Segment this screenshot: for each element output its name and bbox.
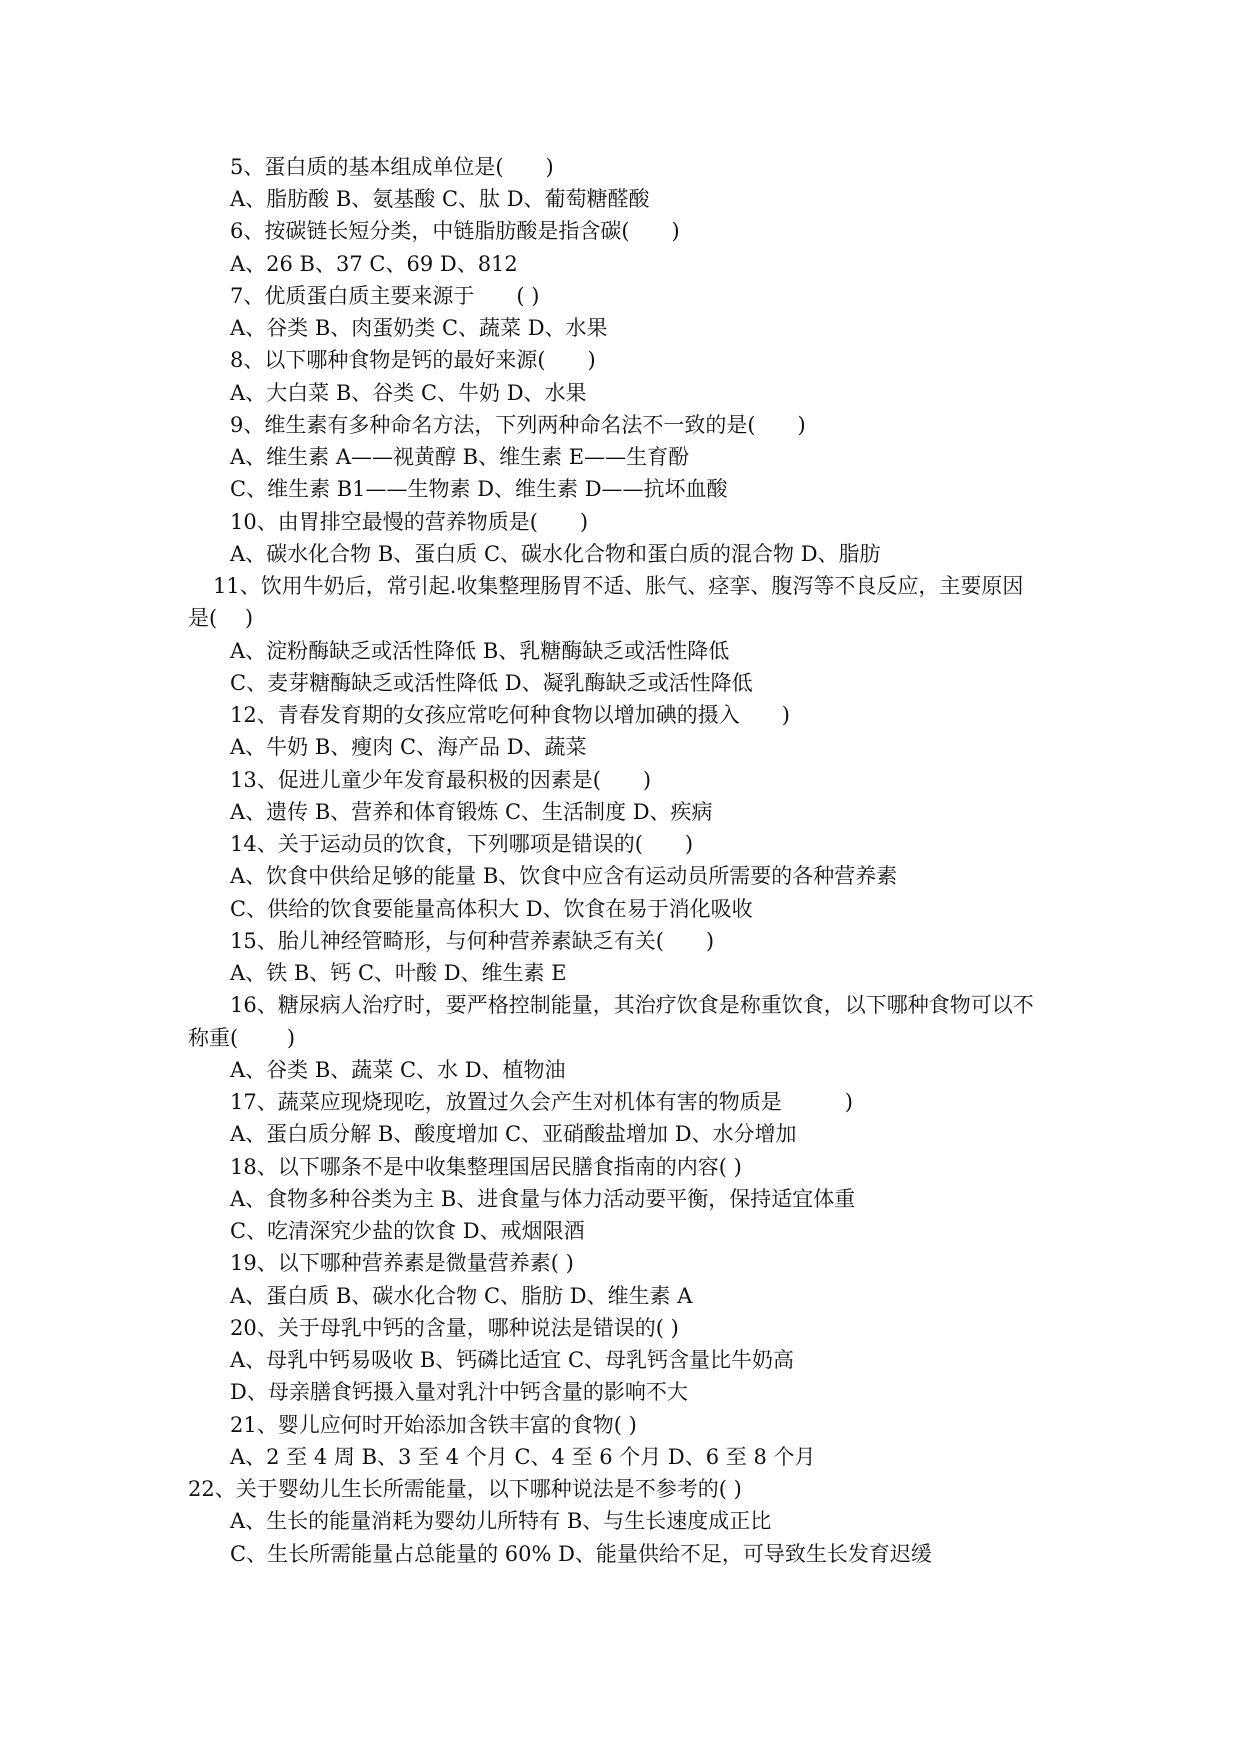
options-5: A、脂肪酸 B、氨基酸 C、肽 D、葡萄糖醛酸: [230, 187, 650, 211]
question-6: 6、按碳链长短分类，中链脂肪酸是指含碳( ): [230, 219, 680, 243]
question-19: 19、以下哪种营养素是微量营养素( ): [230, 1251, 574, 1275]
options-11-ab: A、淀粉酶缺乏或活性降低 B、乳糖酶缺乏或活性降低: [230, 639, 730, 663]
options-10: A、碳水化合物 B、蛋白质 C、碳水化合物和蛋白质的混合物 D、脂肪: [230, 542, 881, 566]
question-16-cont: 称重( ): [188, 1026, 296, 1050]
options-17: A、蛋白质分解 B、酸度增加 C、亚硝酸盐增加 D、水分增加: [230, 1122, 797, 1146]
question-10: 10、由胃排空最慢的营养物质是( ): [230, 510, 589, 534]
options-18-ab: A、食物多种谷类为主 B、进食量与体力活动要平衡，保持适宜体重: [230, 1187, 856, 1211]
options-19: A、蛋白质 B、碳水化合物 C、脂肪 D、维生素 A: [230, 1284, 693, 1308]
options-14-cd: C、供给的饮食要能量高体积大 D、饮食在易于消化吸收: [230, 897, 753, 921]
question-22: 22、关于婴幼儿生长所需能量，以下哪种说法是不参考的( ): [188, 1477, 742, 1501]
options-8: A、大白菜 B、谷类 C、牛奶 D、水果: [230, 381, 587, 405]
question-12: 12、青春发育期的女孩应常吃何种食物以增加碘的摄入 ): [230, 703, 790, 727]
question-11-cont: 是( ): [188, 606, 254, 630]
question-18: 18、以下哪条不是中收集整理国居民膳食指南的内容( ): [230, 1155, 742, 1179]
question-15: 15、胎儿神经管畸形，与何种营养素缺乏有关( ): [230, 929, 715, 953]
options-16: A、谷类 B、蔬菜 C、水 D、植物油: [230, 1058, 566, 1082]
options-13: A、遗传 B、营养和体育锻炼 C、生活制度 D、疾病: [230, 800, 713, 824]
question-7: 7、优质蛋白质主要来源于 ( ): [230, 284, 540, 308]
options-6: A、26 B、37 C、69 D、812: [230, 252, 518, 276]
options-20-d: D、母亲膳食钙摄入量对乳汁中钙含量的影响不大: [230, 1380, 688, 1404]
options-12: A、牛奶 B、瘦肉 C、海产品 D、蔬菜: [230, 735, 587, 759]
question-13: 13、促进儿童少年发育最积极的因素是( ): [230, 768, 652, 792]
question-16: 16、糖尿病人治疗时，要严格控制能量，其治疗饮食是称重饮食，以下哪种食物可以不: [230, 993, 1034, 1017]
options-21: A、2 至 4 周 B、3 至 4 个月 C、4 至 6 个月 D、6 至 8 个月: [230, 1445, 816, 1469]
options-9-ab: A、维生素 A——视黄醇 B、维生素 E——生育酚: [230, 445, 690, 469]
options-15: A、铁 B、钙 C、叶酸 D、维生素 E: [230, 961, 567, 985]
question-8: 8、以下哪种食物是钙的最好来源( ): [230, 348, 596, 372]
options-22-cd: C、生长所需能量占总能量的 60% D、能量供给不足，可导致生长发育迟缓: [230, 1542, 932, 1566]
options-18-cd: C、吃清深究少盐的饮食 D、戒烟限酒: [230, 1219, 585, 1243]
options-14-ab: A、饮食中供给足够的能量 B、饮食中应含有运动员所需要的各种营养素: [230, 864, 898, 888]
options-9-cd: C、维生素 B1——生物素 D、维生素 D——抗坏血酸: [230, 477, 728, 501]
question-21: 21、婴儿应何时开始添加含铁丰富的食物( ): [230, 1413, 637, 1437]
question-9: 9、维生素有多种命名方法，下列两种命名法不一致的是( ): [230, 413, 806, 437]
question-5: 5、蛋白质的基本组成单位是( ): [230, 155, 554, 179]
options-11-cd: C、麦芽糖酶缺乏或活性降低 D、凝乳酶缺乏或活性降低: [230, 671, 753, 695]
question-14: 14、关于运动员的饮食，下列哪项是错误的( ): [230, 832, 694, 856]
question-20: 20、关于母乳中钙的含量，哪种说法是错误的( ): [230, 1316, 679, 1340]
question-11: 11、饮用牛奶后，常引起.收集整理肠胃不适、胀气、痉挛、腹泻等不良反应，主要原因: [213, 574, 1024, 598]
question-17: 17、蔬菜应现烧现吃，放置过久会产生对机体有害的物质是 ): [230, 1090, 853, 1114]
options-20-abc: A、母乳中钙易吸收 B、钙磷比适宜 C、母乳钙含量比牛奶高: [230, 1348, 795, 1372]
options-22-ab: A、生长的能量消耗为婴幼儿所特有 B、与生长速度成正比: [230, 1509, 772, 1533]
options-7: A、谷类 B、肉蛋奶类 C、蔬菜 D、水果: [230, 316, 608, 340]
